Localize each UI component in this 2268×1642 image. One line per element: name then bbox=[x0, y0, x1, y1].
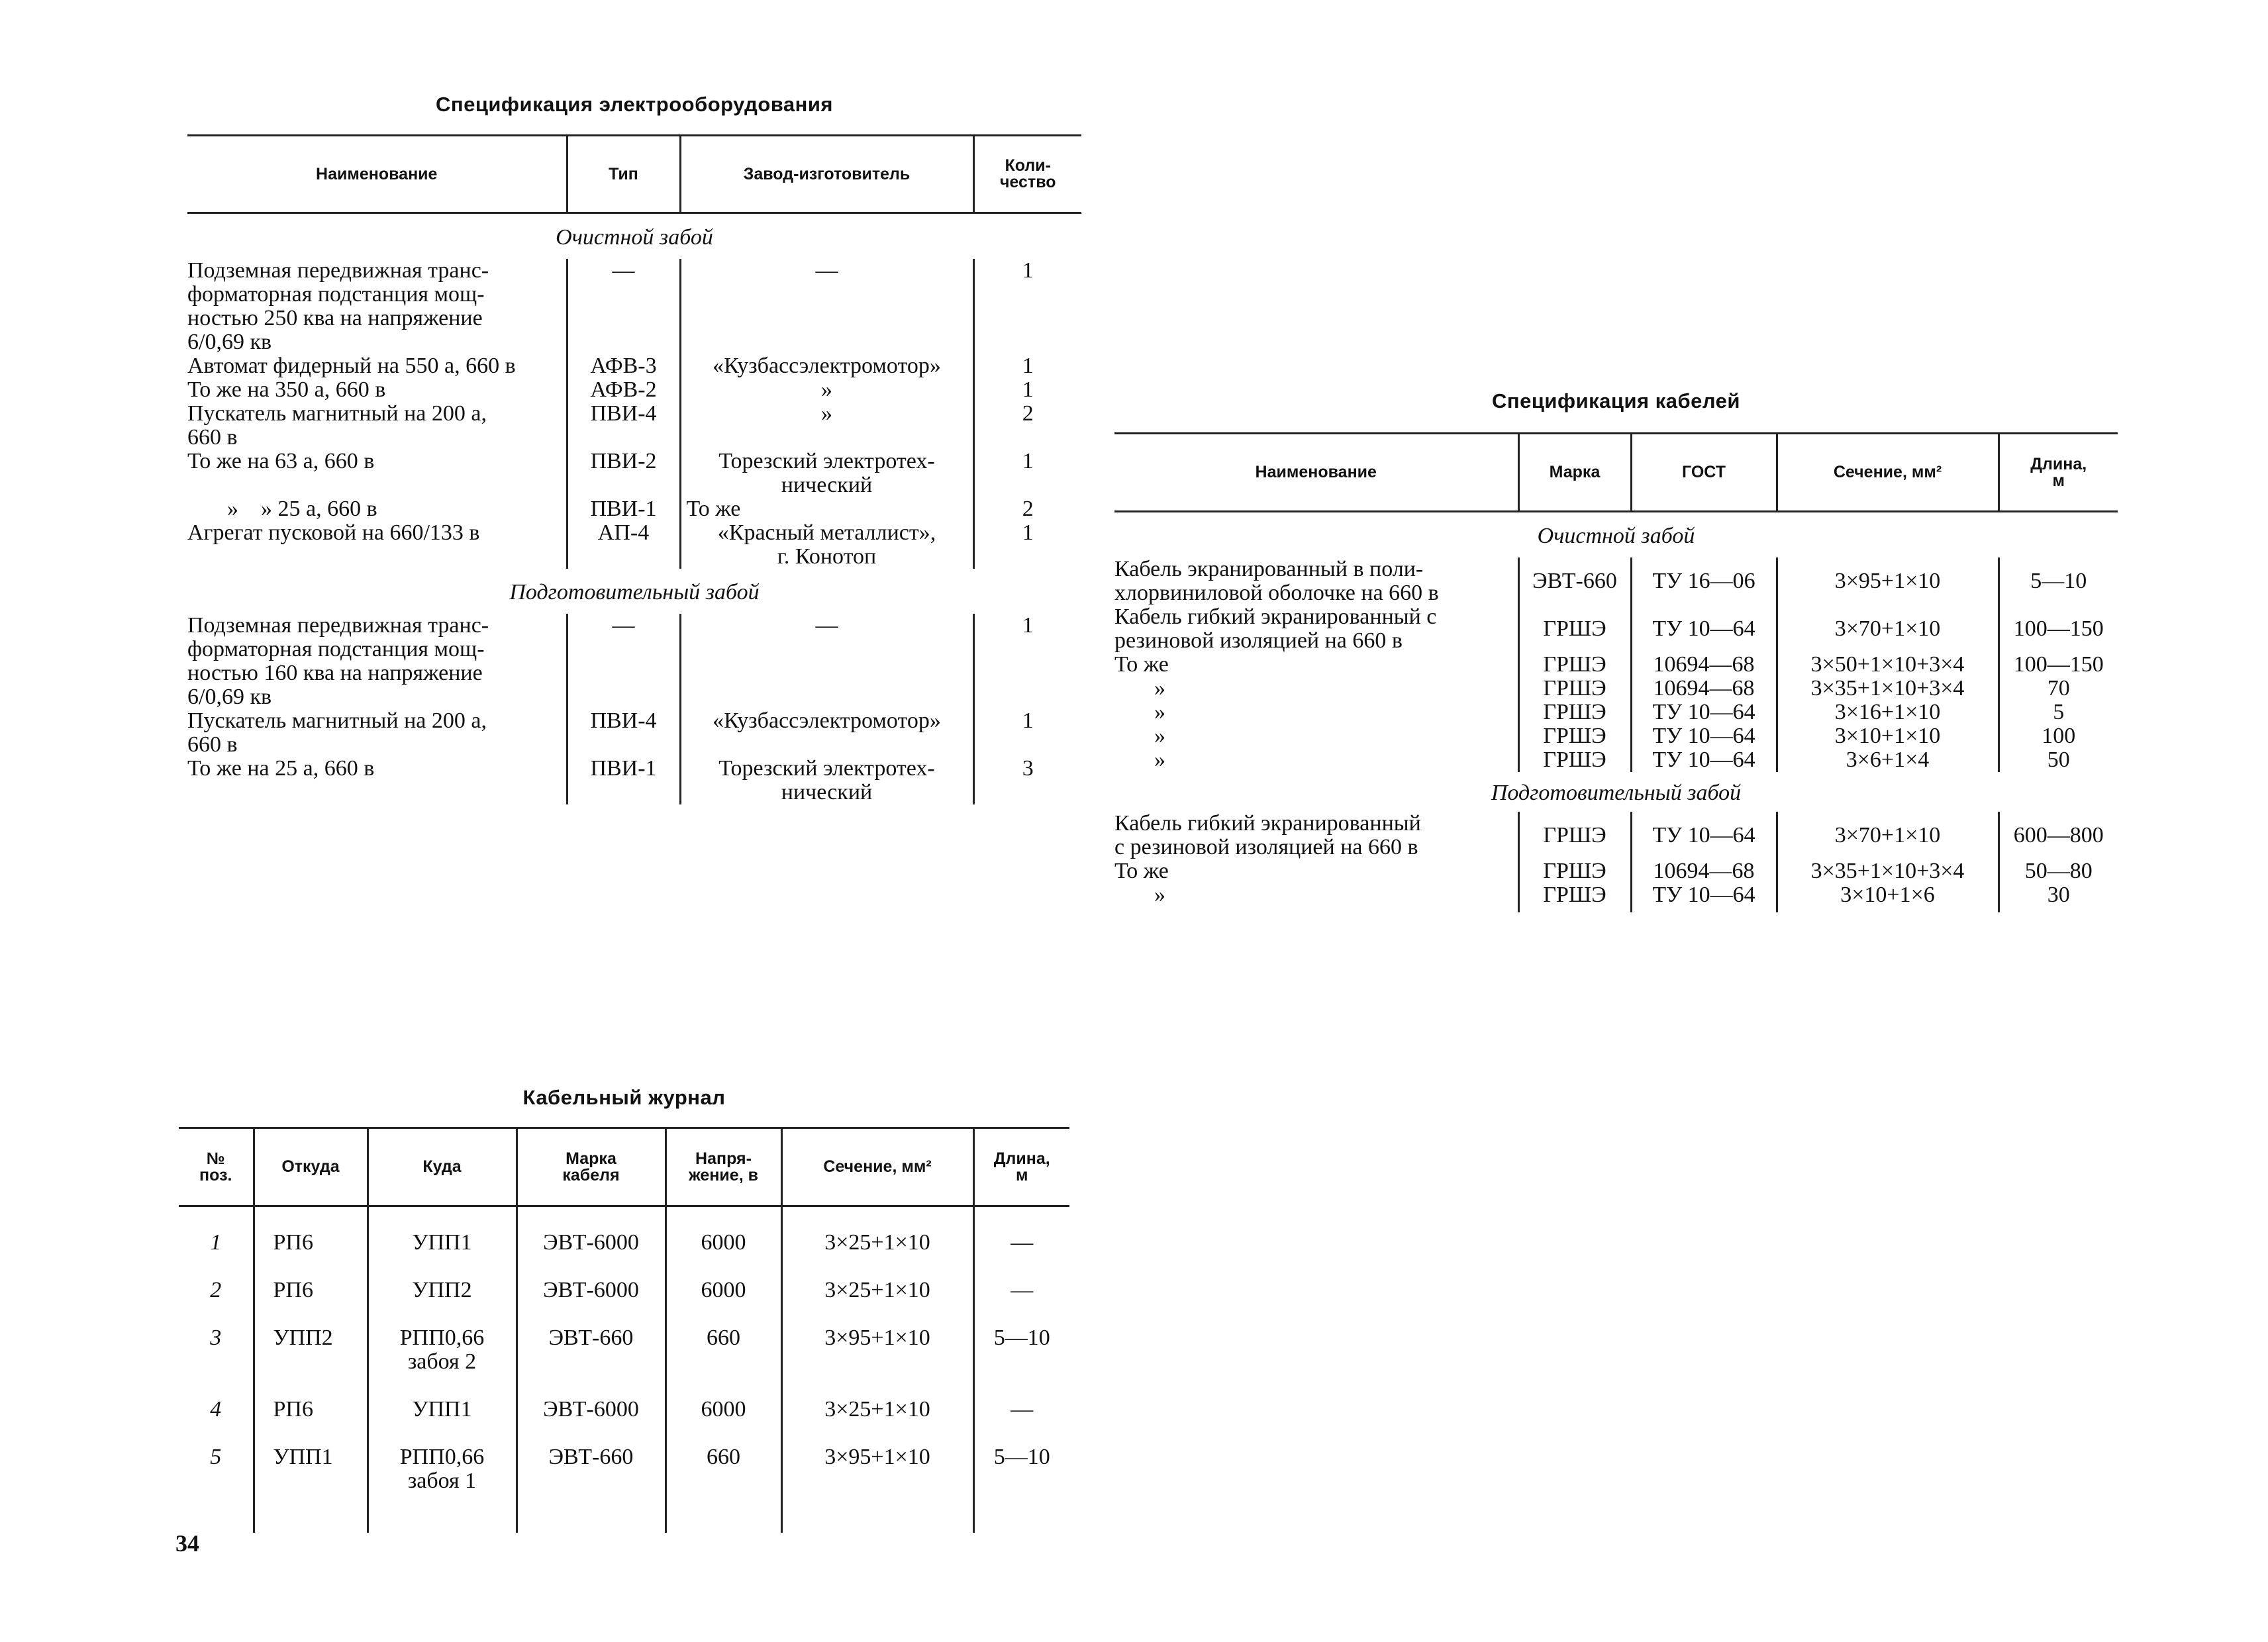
cable-gost: ТУ 16—06 bbox=[1631, 557, 1777, 605]
row-voltage: 660 bbox=[666, 1422, 781, 1533]
table-row bbox=[1114, 605, 2118, 653]
row-voltage: 6000 bbox=[666, 1374, 781, 1422]
cable-gost: 10694—68 bbox=[1631, 859, 1777, 883]
table-row bbox=[187, 709, 1081, 757]
cable-name: То же bbox=[1114, 652, 1169, 677]
table-row bbox=[179, 1302, 1069, 1374]
item-qty: 1 bbox=[973, 521, 1081, 569]
cable-mark: ГРШЭ bbox=[1518, 812, 1631, 859]
journal-table bbox=[179, 1127, 1069, 1533]
cable-mark: ЭВТ-660 bbox=[1518, 557, 1631, 605]
cable-gost: ТУ 10—64 bbox=[1631, 700, 1777, 724]
section-title: Подготовительный забой bbox=[509, 580, 760, 604]
row-voltage: 6000 bbox=[666, 1255, 781, 1302]
table-row bbox=[187, 757, 1081, 804]
item-type: АП-4 bbox=[567, 521, 680, 569]
cable-name: » bbox=[1154, 748, 1165, 772]
row-section: 3×25+1×10 bbox=[781, 1255, 973, 1302]
col-header: Откуда bbox=[254, 1128, 368, 1206]
cable-length: 100—150 bbox=[1998, 653, 2118, 677]
row-section: 3×95+1×10 bbox=[781, 1422, 973, 1533]
item-plant: Торезский электротех- нический bbox=[680, 450, 973, 497]
row-voltage: 6000 bbox=[666, 1206, 781, 1255]
section-title: Очистной забой bbox=[1537, 524, 1695, 548]
equipment-table bbox=[187, 134, 1081, 804]
item-qty: 1 bbox=[973, 709, 1081, 757]
col-header: ГОСТ bbox=[1631, 434, 1777, 512]
cable-gost: ТУ 10—64 bbox=[1631, 724, 1777, 748]
cable-section: 3×70+1×10 bbox=[1777, 605, 1998, 653]
item-qty: 2 bbox=[973, 497, 1081, 521]
cable-length: 30 bbox=[1998, 883, 2118, 912]
item-name: Подземная передвижная транс- форматорная подстанция мощ- ностью 250 ква на напряжение 6/0,69 кв bbox=[187, 258, 489, 354]
row-length: — bbox=[973, 1206, 1069, 1255]
row-to: РПП0,66 забоя 1 bbox=[368, 1422, 517, 1533]
item-plant: — bbox=[680, 614, 973, 709]
item-qty: 1 bbox=[973, 614, 1081, 709]
item-qty: 3 bbox=[973, 757, 1081, 804]
cable-section: 3×35+1×10+3×4 bbox=[1777, 677, 1998, 700]
item-plant: «Красный металлист», г. Конотоп bbox=[680, 521, 973, 569]
row-mark: ЭВТ-6000 bbox=[517, 1374, 666, 1422]
item-plant: » bbox=[680, 402, 973, 450]
cable-mark: ГРШЭ bbox=[1518, 700, 1631, 724]
row-to: УПП2 bbox=[368, 1255, 517, 1302]
row-number: 1 bbox=[210, 1230, 222, 1255]
cable-name: » bbox=[1154, 700, 1165, 724]
cable-mark: ГРШЭ bbox=[1518, 859, 1631, 883]
row-length: 5—10 bbox=[973, 1422, 1069, 1533]
item-name: То же на 63 а, 660 в bbox=[187, 449, 375, 473]
item-name: Автомат фидерный на 550 а, 660 в bbox=[187, 354, 516, 378]
cable-name: Кабель гибкий экранированный с резиновой изоляцией на 660 в bbox=[1114, 604, 1437, 653]
table-row bbox=[187, 259, 1081, 354]
page-number: 34 bbox=[175, 1530, 199, 1557]
row-to: УПП1 bbox=[368, 1206, 517, 1255]
item-name: Пускатель магнитный на 200 а, 660 в bbox=[187, 401, 487, 450]
item-name: Агрегат пусковой на 660/133 в bbox=[187, 520, 480, 545]
item-name: » » 25 а, 660 в bbox=[227, 497, 377, 521]
cable-length: 50 bbox=[1998, 748, 2118, 772]
table-row bbox=[1114, 700, 2118, 724]
col-header: Завод-изготовитель bbox=[680, 136, 973, 213]
col-header: Тип bbox=[567, 136, 680, 213]
table-row bbox=[187, 354, 1081, 378]
cable-name: » bbox=[1154, 883, 1165, 907]
cable-mark: ГРШЭ bbox=[1518, 605, 1631, 653]
row-from: УПП2 bbox=[254, 1302, 368, 1374]
table-row bbox=[187, 497, 1081, 521]
col-header: Наименование bbox=[1114, 434, 1518, 512]
row-mark: ЭВТ-660 bbox=[517, 1422, 666, 1533]
item-type: ПВИ-2 bbox=[567, 450, 680, 497]
cable-gost: ТУ 10—64 bbox=[1631, 605, 1777, 653]
cable-table bbox=[1114, 432, 2118, 912]
item-type: АФВ-2 bbox=[567, 378, 680, 402]
cable-gost: ТУ 10—64 bbox=[1631, 883, 1777, 912]
item-qty: 1 bbox=[973, 354, 1081, 378]
table-row bbox=[1114, 557, 2118, 605]
cable-name: » bbox=[1154, 676, 1165, 700]
cable-spec bbox=[1114, 389, 2118, 972]
col-header: Марка кабеля bbox=[517, 1128, 666, 1206]
row-voltage: 660 bbox=[666, 1302, 781, 1374]
cable-name: То же bbox=[1114, 859, 1169, 883]
table-row bbox=[179, 1255, 1069, 1302]
table-row bbox=[1114, 859, 2118, 883]
item-qty: 2 bbox=[973, 402, 1081, 450]
cable-journal bbox=[179, 1086, 1069, 1536]
row-from: РП6 bbox=[254, 1255, 368, 1302]
item-type: ПВИ-1 bbox=[567, 497, 680, 521]
cable-mark: ГРШЭ bbox=[1518, 883, 1631, 912]
cable-gost: 10694—68 bbox=[1631, 677, 1777, 700]
table-row bbox=[187, 614, 1081, 709]
cable-mark: ГРШЭ bbox=[1518, 724, 1631, 748]
cable-name: Кабель экранированный в поли- хлорвиниловой оболочке на 660 в bbox=[1114, 557, 1439, 605]
item-plant: «Кузбассэлектромотор» bbox=[680, 354, 973, 378]
cable-section: 3×95+1×10 bbox=[1777, 557, 1998, 605]
item-plant: То же bbox=[680, 497, 973, 521]
item-plant: «Кузбассэлектромотор» bbox=[680, 709, 973, 757]
table-row bbox=[187, 378, 1081, 402]
col-header: Длина, м bbox=[973, 1128, 1069, 1206]
cable-section: 3×10+1×10 bbox=[1777, 724, 1998, 748]
item-type: ПВИ-4 bbox=[567, 402, 680, 450]
row-to: УПП1 bbox=[368, 1374, 517, 1422]
item-type: ПВИ-4 bbox=[567, 709, 680, 757]
table-row bbox=[1114, 748, 2118, 772]
item-name: То же на 25 а, 660 в bbox=[187, 756, 375, 781]
row-section: 3×25+1×10 bbox=[781, 1374, 973, 1422]
cable-gost: 10694—68 bbox=[1631, 653, 1777, 677]
cable-section: 3×16+1×10 bbox=[1777, 700, 1998, 724]
row-number: 2 bbox=[210, 1278, 222, 1302]
cable-gost: ТУ 10—64 bbox=[1631, 748, 1777, 772]
cable-spec-title: Спецификация кабелей bbox=[1492, 389, 1740, 412]
cable-section: 3×6+1×4 bbox=[1777, 748, 1998, 772]
item-type: — bbox=[567, 614, 680, 709]
col-header: Марка bbox=[1518, 434, 1631, 512]
col-header: Длина, м bbox=[1998, 434, 2118, 512]
cable-name: Кабель гибкий экранированный с резиновой изоляцией на 660 в bbox=[1114, 811, 1421, 859]
row-section: 3×25+1×10 bbox=[781, 1206, 973, 1255]
cable-journal-title: Кабельный журнал bbox=[522, 1086, 726, 1109]
item-plant: — bbox=[680, 259, 973, 354]
cable-section: 3×70+1×10 bbox=[1777, 812, 1998, 859]
row-length: — bbox=[973, 1374, 1069, 1422]
col-header: Наименование bbox=[187, 136, 567, 213]
cable-section: 3×10+1×6 bbox=[1777, 883, 1998, 912]
col-header: Сечение, мм² bbox=[781, 1128, 973, 1206]
table-row bbox=[1114, 653, 2118, 677]
item-qty: 1 bbox=[973, 450, 1081, 497]
cable-length: 5—10 bbox=[1998, 557, 2118, 605]
row-number: 3 bbox=[210, 1326, 222, 1350]
cable-name: » bbox=[1154, 724, 1165, 748]
row-from: УПП1 bbox=[254, 1422, 368, 1533]
cable-length: 600—800 bbox=[1998, 812, 2118, 859]
row-length: 5—10 bbox=[973, 1302, 1069, 1374]
table-row bbox=[179, 1374, 1069, 1422]
item-name: Подземная передвижная транс- форматорная подстанция мощ- ностью 160 ква на напряжение 6/0,69 кв bbox=[187, 613, 489, 709]
item-type: ПВИ-1 bbox=[567, 757, 680, 804]
cable-mark: ГРШЭ bbox=[1518, 748, 1631, 772]
cable-length: 100—150 bbox=[1998, 605, 2118, 653]
table-row bbox=[1114, 724, 2118, 748]
col-header: Куда bbox=[368, 1128, 517, 1206]
row-from: РП6 bbox=[254, 1374, 368, 1422]
row-mark: ЭВТ-6000 bbox=[517, 1206, 666, 1255]
cable-section: 3×35+1×10+3×4 bbox=[1777, 859, 1998, 883]
table-row bbox=[179, 1206, 1069, 1255]
item-type: АФВ-3 bbox=[567, 354, 680, 378]
table-row bbox=[1114, 812, 2118, 859]
section-title: Очистной забой bbox=[556, 225, 713, 250]
row-number: 5 bbox=[210, 1445, 222, 1469]
col-header: Напря- жение, в bbox=[666, 1128, 781, 1206]
row-mark: ЭВТ-660 bbox=[517, 1302, 666, 1374]
cable-length: 50—80 bbox=[1998, 859, 2118, 883]
row-length: — bbox=[973, 1255, 1069, 1302]
col-header: № поз. bbox=[179, 1128, 254, 1206]
table-row bbox=[187, 521, 1081, 569]
row-section: 3×95+1×10 bbox=[781, 1302, 973, 1374]
cable-mark: ГРШЭ bbox=[1518, 677, 1631, 700]
cable-length: 100 bbox=[1998, 724, 2118, 748]
row-mark: ЭВТ-6000 bbox=[517, 1255, 666, 1302]
item-qty: 1 bbox=[973, 378, 1081, 402]
row-from: РП6 bbox=[254, 1206, 368, 1255]
item-type: — bbox=[567, 259, 680, 354]
table-row bbox=[1114, 883, 2118, 912]
cable-section: 3×50+1×10+3×4 bbox=[1777, 653, 1998, 677]
row-number: 4 bbox=[210, 1397, 222, 1422]
col-header: Коли- чество bbox=[973, 136, 1081, 213]
equipment-spec-title: Спецификация электрооборудования bbox=[435, 93, 834, 116]
table-row bbox=[1114, 677, 2118, 700]
item-name: То же на 350 а, 660 в bbox=[187, 377, 386, 402]
item-qty: 1 bbox=[973, 259, 1081, 354]
cable-gost: ТУ 10—64 bbox=[1631, 812, 1777, 859]
cable-length: 5 bbox=[1998, 700, 2118, 724]
cable-length: 70 bbox=[1998, 677, 2118, 700]
col-header: Сечение, мм² bbox=[1777, 434, 1998, 512]
row-to: РПП0,66 забоя 2 bbox=[368, 1302, 517, 1374]
table-row bbox=[187, 450, 1081, 497]
item-plant: » bbox=[680, 378, 973, 402]
section-title: Подготовительный забой bbox=[1491, 781, 1742, 805]
table-row bbox=[179, 1422, 1069, 1533]
item-name: Пускатель магнитный на 200 а, 660 в bbox=[187, 708, 487, 757]
equipment-spec bbox=[187, 93, 1081, 900]
cable-mark: ГРШЭ bbox=[1518, 653, 1631, 677]
item-plant: Торезский электротех- нический bbox=[680, 757, 973, 804]
table-row bbox=[187, 402, 1081, 450]
